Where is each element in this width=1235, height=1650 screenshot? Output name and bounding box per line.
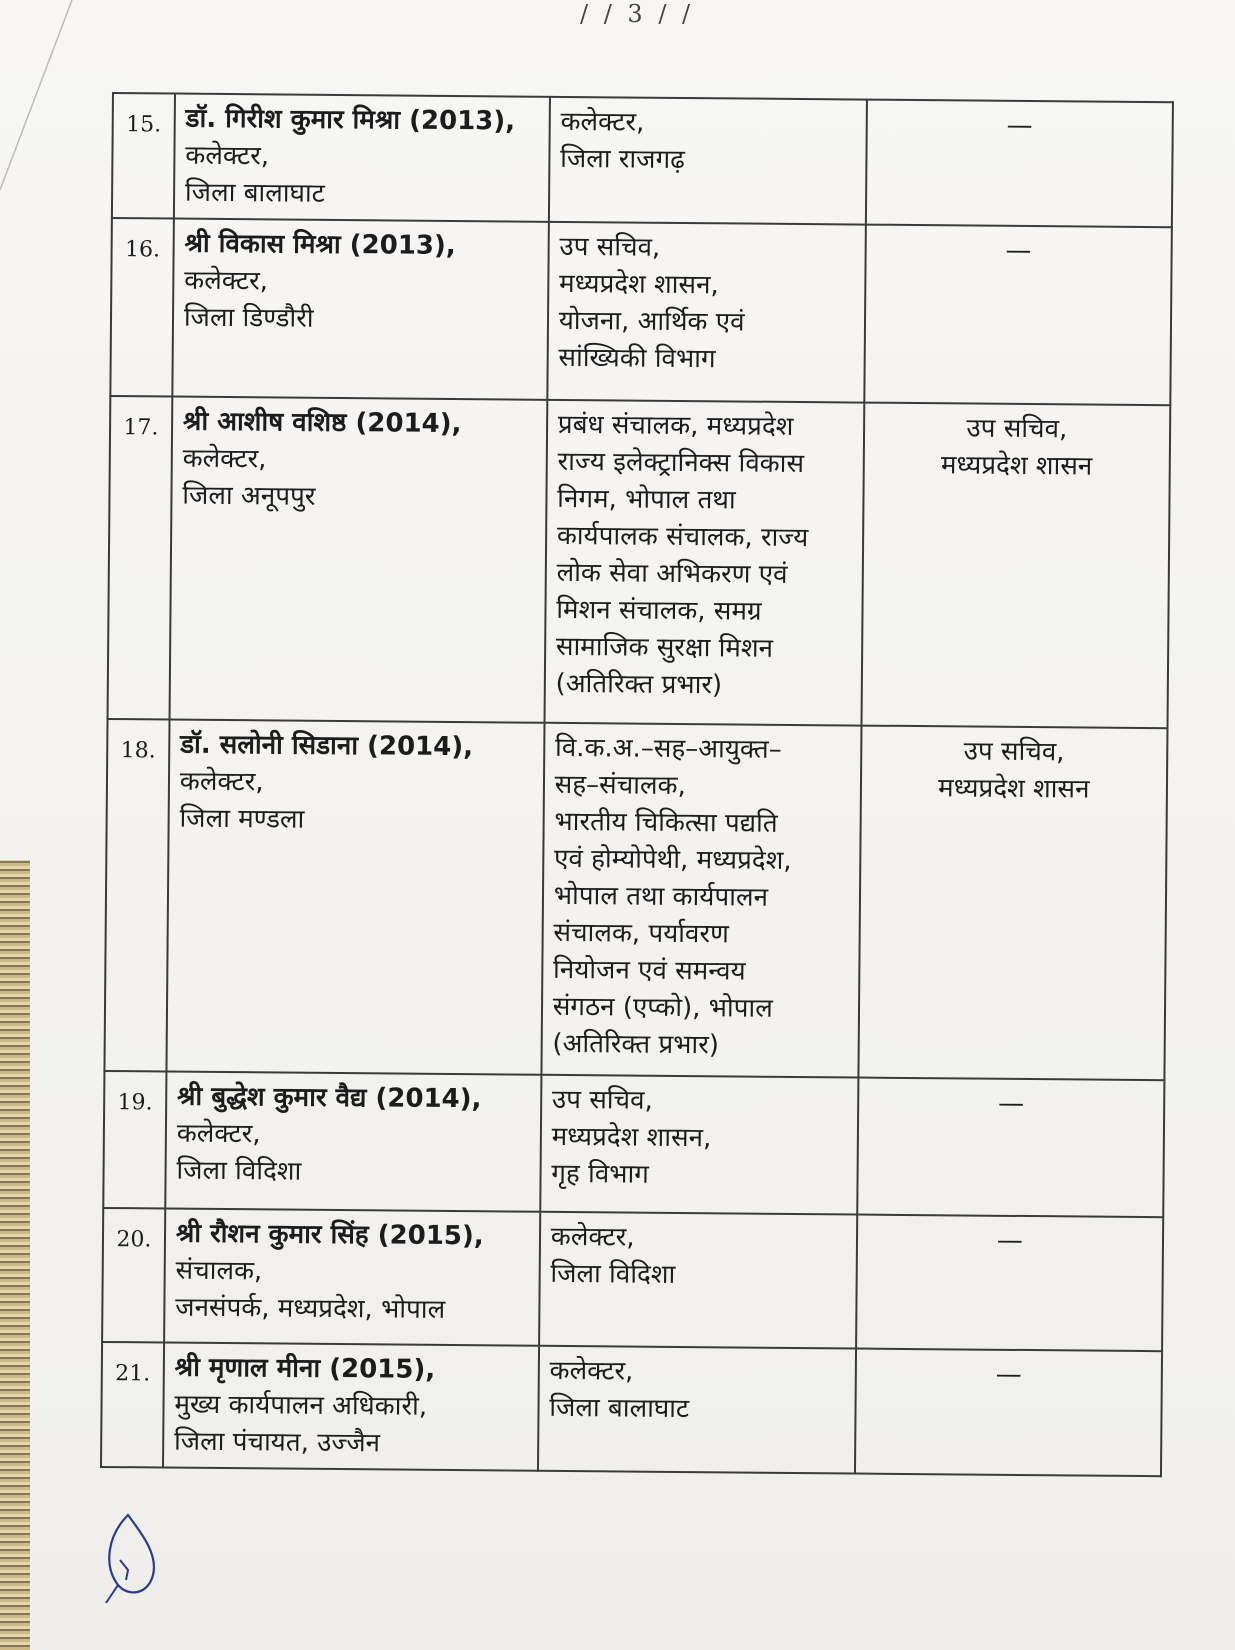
new-posting-line: सामाजिक सुरक्षा मिशन — [555, 631, 774, 664]
new-posting-line: कलेक्टर, — [549, 1355, 634, 1387]
new-posting-line: वि.क.अ.–सह–आयुक्त– — [554, 732, 782, 765]
additional-charge-cell — [864, 225, 1172, 406]
new-posting-line: जिला बालाघाट — [549, 1392, 690, 1425]
serial-number-cell: 16. — [110, 218, 173, 397]
new-posting-cell — [539, 1212, 857, 1349]
officer-name: श्री विकास मिश्रा (2013), — [184, 228, 456, 262]
serial-number-cell: 18. — [104, 719, 169, 1072]
new-posting-line: मिशन संचालक, समग्र — [556, 594, 762, 627]
current-post-line: जिला बालाघाट — [184, 177, 325, 209]
new-posting-line: भारतीय चिकित्सा पद्यति — [554, 806, 778, 839]
new-posting-line: लोक सेवा अभिकरण एवं — [556, 557, 788, 590]
officer-name: श्री रौशन कुमार सिंह (2015), — [175, 1218, 484, 1252]
additional-charge-line: मध्यप्रदेश शासन — [940, 450, 1093, 482]
current-post-line: जिला मण्डला — [179, 803, 305, 835]
handwritten-signature-initials — [98, 1505, 168, 1605]
serial-number-cell: 21. — [101, 1342, 164, 1468]
serial-number-cell: 15. — [112, 93, 175, 219]
serial-number-cell: 19. — [103, 1071, 166, 1209]
current-post-line: जनसंपर्क, मध्यप्रदेश, भोपाल — [175, 1292, 446, 1325]
officer-current-post-cell — [172, 219, 548, 400]
new-posting-line: संचालक, पर्यावरण — [553, 917, 729, 950]
new-posting-cell — [538, 1346, 856, 1474]
new-posting-line: राज्य इलेक्ट्रानिक्स विकास — [557, 446, 805, 480]
additional-charge-cell — [866, 100, 1173, 228]
new-posting-line: सांख्यिकी विभाग — [558, 342, 716, 375]
table-row — [103, 1071, 1164, 1217]
additional-charge-cell — [856, 1215, 1164, 1352]
current-post-line: कलेक्टर, — [176, 1118, 261, 1150]
current-post-line: जिला विदिशा — [176, 1155, 302, 1187]
additional-charge-line: — — [1006, 110, 1033, 142]
new-posting-line: कलेक्टर, — [560, 106, 645, 138]
new-posting-line: (अतिरिक्त प्रभार) — [552, 1028, 720, 1061]
additional-charge-line: — — [1005, 235, 1032, 267]
additional-charge-cell — [858, 726, 1167, 1081]
new-posting-cell — [541, 723, 861, 1078]
new-posting-line: कार्यपालक संचालक, राज्य — [556, 520, 809, 554]
officer-name: डॉ. गिरीश कुमार मिश्रा (2013), — [185, 103, 516, 137]
new-posting-line: निगम, भोपाल तथा — [557, 483, 736, 516]
current-post-line: संचालक, — [175, 1255, 263, 1287]
new-posting-line: जिला विदिशा — [550, 1258, 676, 1290]
serial-number-cell: 20. — [102, 1208, 165, 1343]
table-row — [110, 218, 1172, 405]
new-posting-line: संगठन (एप्को), भोपाल — [552, 991, 773, 1024]
new-posting-line: योजना, आर्थिक एवं — [558, 305, 745, 338]
current-post-line: मुख्य कार्यपालन अधिकारी, — [174, 1389, 428, 1422]
new-posting-cell — [540, 1075, 858, 1215]
new-posting-cell — [544, 400, 864, 726]
background-fabric-edge — [0, 860, 30, 1650]
current-post-line: कलेक्टर, — [182, 443, 267, 475]
page-number-marker: / / 3 / / — [580, 0, 695, 28]
current-post-line: कलेक्टर, — [184, 265, 269, 297]
table-row — [101, 1342, 1162, 1476]
officer-name: डॉ. सलोनी सिडाना (2014), — [180, 729, 474, 763]
new-posting-cell — [549, 97, 867, 225]
current-post-line: जिला पंचायत, उज्जैन — [173, 1426, 381, 1459]
new-posting-line: कलेक्टर, — [550, 1221, 635, 1253]
new-posting-line: मध्यप्रदेश शासन, — [551, 1121, 712, 1154]
new-posting-line: (अतिरिक्त प्रभार) — [555, 668, 723, 701]
new-posting-line: एवं होम्योपेथी, मध्यप्रदेश, — [553, 843, 792, 876]
officer-current-post-cell — [166, 720, 544, 1075]
new-posting-line: सह–संचालक, — [554, 769, 686, 802]
officer-current-post-cell — [174, 94, 550, 222]
table-row — [104, 719, 1167, 1080]
additional-charge-cell — [857, 1078, 1165, 1218]
transfer-order-table — [100, 92, 1174, 1477]
officer-name: श्री मृणाल मीना (2015), — [174, 1352, 436, 1385]
new-posting-line: गृह विभाग — [551, 1158, 650, 1190]
new-posting-line: उप सचिव, — [551, 1084, 653, 1116]
additional-charge-line: — — [996, 1225, 1023, 1256]
additional-charge-cell — [861, 403, 1170, 729]
additional-charge-line: — — [997, 1088, 1025, 1119]
additional-charge-line: — — [995, 1359, 1022, 1390]
additional-charge-line: उप सचिव, — [966, 413, 1068, 445]
serial-number-cell: 17. — [108, 396, 173, 720]
officer-current-post-cell — [163, 1343, 539, 1471]
table-row — [112, 93, 1173, 227]
new-posting-cell — [547, 222, 865, 403]
officer-current-post-cell — [165, 1072, 541, 1212]
officer-current-post-cell — [169, 397, 547, 723]
additional-charge-line: मध्यप्रदेश शासन — [937, 773, 1090, 805]
table-row — [102, 1208, 1163, 1351]
new-posting-line: जिला राजगढ़ — [560, 143, 685, 176]
new-posting-line: मध्यप्रदेश शासन, — [558, 268, 719, 301]
current-post-line: जिला डिण्डौरी — [183, 302, 314, 334]
officer-name: श्री बुद्धेश कुमार वैद्य (2014), — [176, 1081, 482, 1115]
additional-charge-cell — [855, 1349, 1162, 1477]
additional-charge-line: उप सचिव, — [963, 736, 1065, 768]
new-posting-line: उप सचिव, — [559, 231, 661, 263]
current-post-line: कलेक्टर, — [185, 140, 270, 172]
current-post-line: जिला अनूपपुर — [182, 480, 316, 512]
officer-current-post-cell — [164, 1209, 540, 1346]
current-post-line: कलेक्टर, — [179, 766, 264, 798]
new-posting-line: प्रबंध संचालक, मध्यप्रदेश — [557, 409, 794, 442]
paper-fold-line — [0, 0, 80, 200]
new-posting-line: भोपाल तथा कार्यपालन — [553, 880, 769, 913]
officer-name: श्री आशीष वशिष्ठ (2014), — [182, 406, 462, 440]
table-row — [108, 396, 1171, 728]
new-posting-line: नियोजन एवं समन्वय — [552, 954, 746, 987]
